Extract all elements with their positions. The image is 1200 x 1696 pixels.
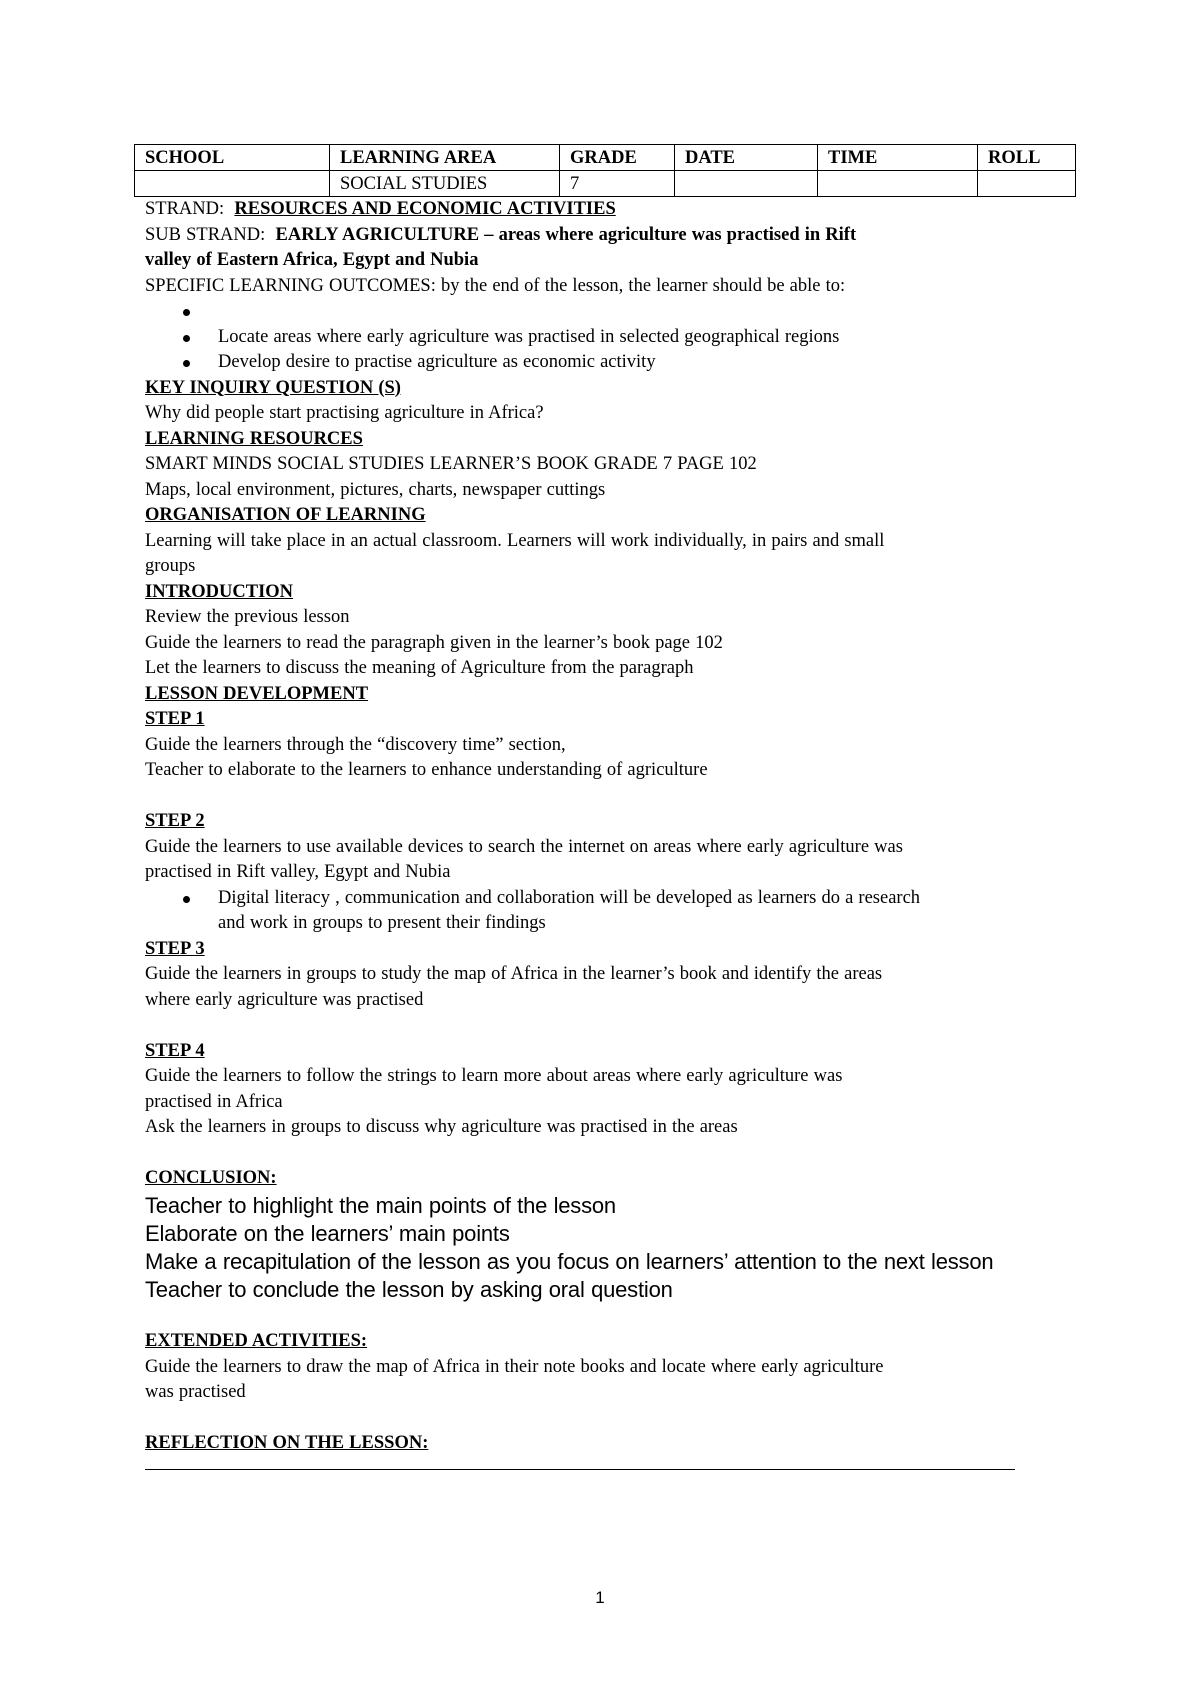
step2-line: Guide the learners to use available devices to search the internet on areas where early agriculture was bbox=[145, 836, 903, 857]
conclusion-line: Teacher to highlight the main points of the lesson bbox=[145, 1192, 616, 1218]
step3-line: where early agriculture was practised bbox=[145, 989, 424, 1010]
grade-cell: 7 bbox=[560, 171, 675, 197]
step1-line: Guide the learners through the “discovery time” section, bbox=[145, 734, 566, 755]
introduction-line: Guide the learners to read the paragraph given in the learner’s book page 102 bbox=[145, 632, 723, 653]
step3-line: Guide the learners in groups to study the map of Africa in the learner’s book and identify the areas bbox=[145, 964, 883, 984]
step2-bullet-line: Digital literacy , communication and collaboration will be developed as learners do a research bbox=[218, 887, 921, 908]
step1-heading: STEP 1 bbox=[145, 709, 205, 729]
roll-cell bbox=[978, 171, 1076, 197]
time-header: TIME bbox=[818, 145, 978, 171]
key-inquiry-heading: KEY INQUIRY QUESTION (S) bbox=[145, 377, 401, 398]
step4-heading: STEP 4 bbox=[145, 1040, 205, 1061]
strand-line bbox=[145, 197, 1075, 223]
introduction-line: Let the learners to discuss the meaning of Agriculture from the paragraph bbox=[145, 658, 694, 678]
school-header: SCHOOL bbox=[135, 145, 330, 171]
learning-area-cell: SOCIAL STUDIES bbox=[330, 171, 560, 197]
outcomes-list bbox=[145, 299, 1075, 376]
roll-header: ROLL bbox=[978, 145, 1076, 171]
sub-strand-continued: valley of Eastern Africa, Egypt and Nubia bbox=[145, 250, 479, 270]
school-cell bbox=[135, 171, 330, 197]
step3-heading: STEP 3 bbox=[145, 938, 205, 959]
sub-strand-label: SUB STRAND: bbox=[145, 224, 266, 245]
outcomes-intro: SPECIFIC LEARNING OUTCOMES: by the end of the lesson, the learner should be able to: bbox=[145, 275, 846, 296]
step4-line: Guide the learners to follow the strings to learn more about areas where early agriculture was bbox=[145, 1066, 843, 1086]
resources-line: SMART MINDS SOCIAL STUDIES LEARNER’S BOOK GRADE 7 PAGE 102 bbox=[145, 454, 757, 474]
page-number: 1 bbox=[595, 1588, 605, 1607]
sub-strand-rest: – areas where agriculture was practised in Rift bbox=[479, 224, 857, 245]
step2-bullet-line: and work in groups to present their findings bbox=[218, 913, 546, 933]
conclusion-line: Make a recapitulation of the lesson as you focus on learners’ attention to the next lesson bbox=[145, 1248, 994, 1274]
introduction-line: Review the previous lesson bbox=[145, 607, 350, 627]
spacer bbox=[145, 1406, 1075, 1432]
spacer bbox=[145, 1141, 1075, 1167]
development-heading: LESSON DEVELOPMENT bbox=[145, 683, 369, 704]
step2-heading: STEP 2 bbox=[145, 811, 205, 831]
organisation-line: groups bbox=[145, 556, 196, 576]
strand-label: STRAND: bbox=[145, 199, 225, 219]
extended-line: was practised bbox=[145, 1382, 246, 1402]
outcome-item bbox=[218, 299, 1075, 325]
spacer bbox=[145, 784, 1075, 810]
grade-header: GRADE bbox=[560, 145, 675, 171]
date-cell bbox=[675, 171, 818, 197]
spacer bbox=[145, 1304, 1075, 1330]
organisation-heading: ORGANISATION OF LEARNING bbox=[145, 505, 426, 525]
step2-bullet bbox=[218, 886, 1075, 937]
step2-line: practised in Rift valley, Egypt and Nubia bbox=[145, 862, 451, 882]
lesson-plan-page bbox=[145, 144, 1075, 1470]
extended-heading: EXTENDED ACTIVITIES: bbox=[145, 1331, 368, 1351]
step4-line: Ask the learners in groups to discuss why agriculture was practised in the areas bbox=[145, 1117, 738, 1137]
introduction-heading: INTRODUCTION bbox=[145, 581, 294, 602]
conclusion-heading: CONCLUSION: bbox=[145, 1168, 277, 1188]
values-row bbox=[135, 171, 1076, 197]
resources-heading: LEARNING RESOURCES bbox=[145, 428, 363, 449]
reflection-writing-line bbox=[145, 1469, 1015, 1470]
spacer bbox=[145, 1013, 1075, 1039]
step2-bullets bbox=[145, 886, 1075, 937]
key-inquiry-text: Why did people start practising agriculture in Africa? bbox=[145, 403, 544, 423]
step1-line: Teacher to elaborate to the learners to enhance understanding of agriculture bbox=[145, 760, 708, 780]
time-cell bbox=[818, 171, 978, 197]
sub-strand-title: EARLY AGRICULTURE bbox=[275, 224, 480, 245]
outcome-item: Locate areas where early agriculture was practised in selected geographical regions bbox=[218, 325, 1075, 351]
date-header: DATE bbox=[675, 145, 818, 171]
organisation-line: Learning will take place in an actual classroom. Learners will work individually, in pairs and small bbox=[145, 530, 885, 551]
resources-line: Maps, local environment, pictures, charts, newspaper cuttings bbox=[145, 479, 606, 500]
strand-value: RESOURCES AND ECONOMIC ACTIVITIES bbox=[234, 199, 616, 219]
sub-strand-line bbox=[145, 223, 1075, 249]
conclusion-line: Teacher to conclude the lesson by asking oral question bbox=[145, 1276, 673, 1302]
reflection-heading: REFLECTION ON THE LESSON: bbox=[145, 1433, 429, 1453]
extended-line: Guide the learners to draw the map of Africa in their note books and locate where early agriculture bbox=[145, 1356, 884, 1377]
header-row bbox=[135, 145, 1076, 171]
conclusion-line: Elaborate on the learners’ main points bbox=[145, 1220, 510, 1246]
step4-line: practised in Africa bbox=[145, 1091, 283, 1112]
lesson-header-table bbox=[134, 144, 1076, 197]
outcome-item: Develop desire to practise agriculture as economic activity bbox=[218, 350, 1075, 376]
learning-area-header: LEARNING AREA bbox=[330, 145, 560, 171]
